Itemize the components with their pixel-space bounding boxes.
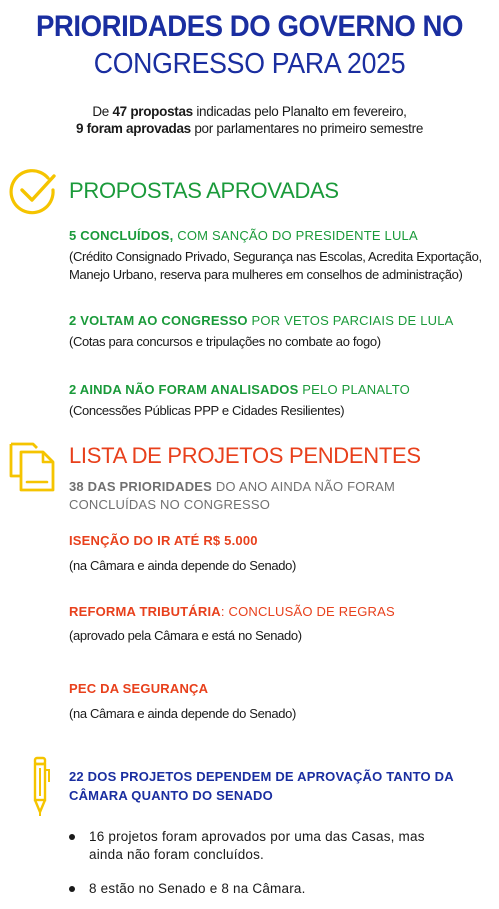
pending-section-title: LISTA DE PROJETOS PENDENTES [69, 443, 421, 468]
approved-item-2-heading: 2 VOLTAM AO CONGRESSO POR VETOS PARCIAIS DE LULA [69, 313, 454, 328]
approved-item-3-desc: (Concessões Públicas PPP e Cidades Resilientes) [69, 403, 345, 418]
approved-item-3-heading: 2 AINDA NÃO FORAM ANALISADOS PELO PLANALTO [69, 382, 410, 397]
approved-item-1-heading: 5 CONCLUÍDOS, COM SANÇÃO DO PRESIDENTE LULA [69, 228, 418, 243]
list-item: 16 projetos foram aprovados por uma das Casas, mas ainda não foram concluídos. [69, 828, 499, 864]
pending-item-3-desc: (na Câmara e ainda depende do Senado) [69, 706, 297, 721]
pencil-icon [27, 756, 53, 818]
page-subtitle: CONGRESSO PARA 2025 [93, 48, 406, 80]
pending-item-2-desc: (aprovado pela Câmara e está no Senado) [69, 628, 302, 643]
bullet-dot [69, 886, 75, 892]
check-circle-icon [8, 168, 58, 216]
both-houses-title: 22 DOS PROJETOS DEPENDEM DE APROVAÇÃO TANTO DA CÂMARA QUANTO DO SENADO [69, 769, 454, 803]
pending-item-2-heading: REFORMA TRIBUTÁRIA: CONCLUSÃO DE REGRAS [69, 604, 395, 619]
approved-section-title: PROPOSTAS APROVADAS [69, 178, 339, 203]
approved-item-1-desc: (Crédito Consignado Privado, Segurança nas Escolas, Acredita Exportação, Manejo Urbano, reserva para mulheres em conselhos de administração) [69, 249, 482, 282]
pending-item-1-desc: (na Câmara e ainda depende do Senado) [69, 558, 297, 573]
bullet-dot [69, 834, 75, 840]
pending-subtitle: 38 DAS PRIORIDADES DO ANO AINDA NÃO FORAM CONCLUÍDAS NO CONGRESSO [69, 479, 396, 512]
pending-item-1-heading: ISENÇÃO DO IR ATÉ R$ 5.000 [69, 533, 258, 548]
list-item: 8 estão no Senado e 8 na Câmara. [69, 880, 499, 898]
pending-item-3-heading: PEC DA SEGURANÇA [69, 681, 209, 696]
page-title: PRIORIDADES DO GOVERNO NO [35, 10, 464, 43]
intro-text: De 47 propostas indicadas pelo Planalto em fevereiro, 9 foram aprovadas por parlamentares no primeiro semestre [75, 104, 424, 136]
document-copy-icon [7, 436, 59, 492]
approved-item-2-desc: (Cotas para concursos e tripulações no combate ao fogo) [69, 334, 381, 349]
